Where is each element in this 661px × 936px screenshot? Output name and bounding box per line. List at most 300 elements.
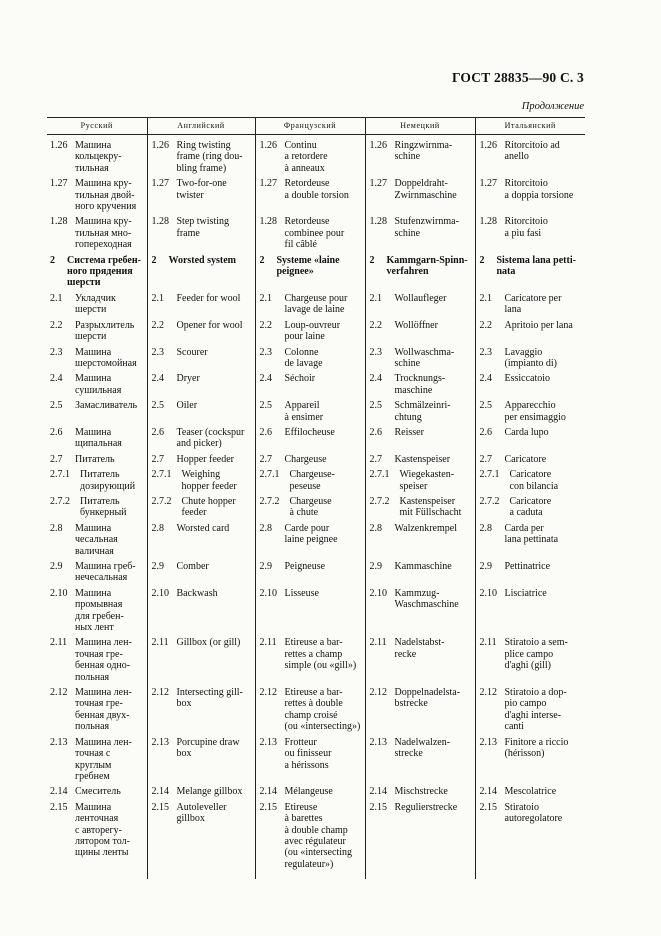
table-cell [365,785,475,800]
term-number: 2.13 [259,736,277,748]
term-italian: Sistema lana petti- nata [496,254,576,278]
term-number: 2.5 [151,400,164,412]
term-russian: Машина шерстомойная [75,346,137,369]
table-cell [47,426,147,453]
column-header-italian: Итальянский [475,118,585,135]
term-number: 2.1 [479,292,492,304]
table-cell [475,801,585,873]
term-russian: Машина кольцекру- тильная [75,140,122,174]
table-row [47,177,585,215]
term-english: Step twisting frame [176,216,230,239]
term-number: 2 [259,254,265,266]
term-number: 2.14 [259,786,277,798]
term-english: Backwash [176,587,218,599]
term-italian: Finitore a riccio (hérisson) [504,736,569,760]
term-italian: Stiratoio autoregolatore [504,801,563,825]
table-cell [147,319,255,346]
term-german: Doppelnadelsta- bstrecke [394,687,461,710]
term-number: 2.10 [50,587,68,599]
term-german: Nadelwalzen- strecke [394,736,451,760]
table-cell [475,873,585,879]
term-german: Walzenkrempel [394,522,457,534]
term-french: Lisseuse [284,587,319,599]
term-italian: Stiratoio a sem- plice campo d'aghi (gill) [504,637,568,672]
term-french: Etireuse a bar- rettes à double champ croisé (ou «intersecting») [284,687,361,733]
table-row [47,468,585,495]
term-italian: Apritoio per lana [504,319,573,331]
term-number: 2 [151,254,157,266]
table-cell [255,587,365,637]
table-cell [47,319,147,346]
term-number: 2.13 [50,736,68,748]
table-row [47,495,585,522]
table-cell [47,254,147,292]
term-russian: Машина лен- точная с круглым гребнем [75,736,132,782]
table-cell [475,292,585,319]
term-russian: Питатель дозирующий [80,469,136,492]
term-french: Retordeuse combinee pour fil câblé [284,216,345,251]
term-french: Systeme «laine peignee» [276,254,340,278]
table-cell [475,372,585,399]
term-number: 2.1 [50,292,63,304]
table-cell [147,372,255,399]
term-number: 2.8 [479,522,492,534]
term-german: Schmälzeinri- chtung [394,400,451,423]
table-cell [365,135,475,178]
term-number: 2.9 [479,561,492,572]
term-german: Wiegekasten- speiser [399,469,455,492]
term-german: Kammzug- Waschmaschine [394,587,459,611]
term-english: Comber [176,561,209,572]
table-cell [47,785,147,800]
term-number: 2 [50,254,55,266]
table-tail-spacer [47,873,585,879]
term-number: 2.12 [479,687,497,699]
table-row [47,686,585,736]
table-cell [255,135,365,178]
term-number: 2 [369,254,375,266]
term-english: Oiler [176,400,198,412]
table-cell [147,522,255,560]
term-number: 2 [479,254,485,266]
term-italian: Lavaggio (impianto di) [504,346,557,369]
term-number: 1.27 [151,178,169,190]
table-cell [47,399,147,426]
table-cell [475,135,585,178]
term-number: 2.9 [369,561,382,572]
term-number: 2.7.2 [151,495,172,507]
term-number: 2.4 [369,373,382,385]
term-number: 2.11 [369,637,387,649]
term-number: 2.11 [479,637,497,649]
table-cell [475,686,585,736]
table-row [47,254,585,292]
table-cell [47,495,147,522]
term-number: 2.12 [151,687,169,699]
table-cell [255,177,365,215]
table-cell [147,426,255,453]
term-number: 2.15 [50,801,68,813]
table-cell [365,636,475,686]
term-number: 2.10 [259,587,277,599]
term-number: 2.1 [151,292,164,304]
table-row [47,346,585,373]
table-cell [475,177,585,215]
term-english: Chute hopper feeder [181,495,236,519]
table-cell [47,801,147,873]
table-row [47,587,585,637]
term-english: Feeder for wool [176,292,241,304]
table-cell [147,135,255,178]
column-header-english: Английский [147,118,255,135]
term-number: 2.9 [151,561,164,572]
term-number: 1.27 [369,178,387,190]
term-italian: Apparecchio per ensimaggio [504,400,566,423]
table-cell [475,785,585,800]
table-cell [255,686,365,736]
table-cell [475,346,585,373]
term-number: 2.7.2 [369,495,390,507]
table-cell [255,426,365,453]
table-row [47,785,585,800]
term-english: Opener for wool [176,319,243,331]
term-number: 2.12 [259,687,277,699]
term-english: Autoleveller gillbox [176,801,227,825]
table-row [47,215,585,253]
term-number: 2.11 [50,637,68,649]
term-russian: Машина сушильная [75,373,122,396]
term-number: 2.4 [50,373,63,385]
table-cell [47,587,147,637]
term-italian: Caricatore con bilancia [509,469,559,492]
term-number: 1.28 [50,216,68,228]
term-number: 2.2 [50,319,63,331]
term-number: 1.27 [50,178,68,190]
term-russian: Машина лен- точная гре- бенная двух- польная [75,687,132,733]
term-russian: Разрыхлитель шерсти [75,319,135,343]
term-number: 2.3 [369,346,382,358]
term-number: 2.12 [369,687,387,699]
table-row [47,736,585,786]
term-number: 2.10 [369,587,387,599]
term-number: 2.10 [479,587,497,599]
term-number: 2.4 [259,373,272,385]
term-french: Etireuse a bar- rettes a champ simple (ou «gill») [284,637,357,672]
term-german: Nadelstabst- recke [394,637,445,660]
term-italian: Carda per lana pettinata [504,522,559,546]
term-number: 2.1 [369,292,382,304]
term-number: 2.10 [151,587,169,599]
term-number: 2.9 [50,561,63,572]
table-cell [475,254,585,292]
term-french: Etireuse à barettes à double champ avec régulateur (ou «intersecting regulateur») [284,801,352,870]
term-number: 2.5 [259,400,272,412]
table-cell [255,801,365,873]
table-cell [255,453,365,468]
table-cell [365,346,475,373]
term-german: Trocknungs- maschine [394,373,446,396]
term-number: 2.3 [50,346,63,358]
table-cell [475,636,585,686]
table-cell [147,736,255,786]
term-italian: Caricatore a caduta [509,495,552,519]
table-row [47,135,585,178]
term-french: Chargeuse- peseuse [289,469,335,492]
table-cell [47,372,147,399]
table-cell [365,801,475,873]
table-cell [365,560,475,587]
table-cell [147,587,255,637]
term-russian: Машина кру- тильная мно- гопереходная [75,216,132,251]
table-cell [147,468,255,495]
term-number: 2.7.1 [479,469,500,481]
term-number: 2.1 [259,292,272,304]
table-cell [47,346,147,373]
term-italian: Ritorcitoio a doppia torsione [504,178,574,201]
term-italian: Lisciatrice [504,587,547,599]
term-number: 2.6 [369,426,382,438]
term-russian: Смеситель [75,786,121,798]
term-french: Continu a retordere à anneaux [284,140,328,174]
term-number: 2.15 [479,801,497,813]
table-row [47,399,585,426]
term-number: 2.7.1 [151,469,172,481]
term-english: Weighing hopper feeder [181,469,237,492]
term-russian: Машина чесальная валичная [75,522,118,557]
term-french: Frotteur ou finisseur a hérissons [284,736,332,771]
table-cell [365,453,475,468]
term-number: 1.26 [50,140,68,151]
table-row [47,636,585,686]
table-cell [475,587,585,637]
table-cell [147,873,255,879]
term-italian: Ritorcitoio a piu fasi [504,216,548,239]
table-row [47,426,585,453]
term-number: 2.13 [151,736,169,748]
terms-table-body [47,135,585,880]
term-french: Loup-ouvreur pour laine [284,319,341,343]
term-italian: Essiccatoio [504,373,551,385]
term-russian: Машина лен- точная гре- бенная одно- польная [75,637,132,683]
table-row [47,372,585,399]
table-cell [365,873,475,879]
term-number: 2.6 [50,426,63,438]
term-german: Stufenzwirnma- schine [394,216,459,239]
table-cell [147,495,255,522]
term-number: 2.15 [151,801,169,813]
table-cell [365,254,475,292]
term-english: Gillbox (or gill) [176,637,241,649]
term-number: 2.2 [259,319,272,331]
term-english: Melange gillbox [176,786,243,798]
table-cell [365,372,475,399]
term-russian: Система гребен- ного прядения шерсти [67,254,141,289]
table-cell [255,495,365,522]
table-cell [147,292,255,319]
term-english: Hopper feeder [176,453,234,465]
term-number: 1.28 [479,216,497,228]
term-german: Regulierstrecke [394,801,458,813]
table-cell [475,736,585,786]
term-french: Retordeuse a double torsion [284,178,349,201]
term-number: 1.28 [259,216,277,228]
table-cell [475,399,585,426]
term-number: 2.6 [479,426,492,438]
term-russian: Укладчик шерсти [75,292,116,316]
term-english: Porcupine draw box [176,736,240,760]
term-number: 2.8 [151,522,164,534]
table-cell [147,177,255,215]
term-russian: Машина промывная для гребен- ных лент [75,587,124,634]
table-cell [365,319,475,346]
term-number: 2.7 [151,453,164,465]
term-number: 2.7.2 [259,495,280,507]
term-german: Kastenspeiser [394,453,451,465]
term-number: 1.27 [479,178,497,190]
column-header-german: Немецкий [365,118,475,135]
term-number: 2.15 [259,801,277,813]
term-number: 2.7.2 [50,495,70,507]
table-cell [47,135,147,178]
table-cell [255,873,365,879]
table-cell [365,495,475,522]
term-number: 1.27 [259,178,277,190]
term-french: Appareil à ensimer [284,400,324,423]
term-number: 2.6 [151,426,164,438]
term-number: 2.7.1 [369,469,390,481]
table-cell [147,399,255,426]
term-french: Mélangeuse [284,786,333,798]
term-german: Reisser [394,426,424,438]
term-german: Kammaschine [394,561,452,572]
term-russian: Питатель [75,453,115,465]
table-cell [255,636,365,686]
term-french: Chargeuse pour lavage de laine [284,292,348,316]
term-number: 2.6 [259,426,272,438]
term-russian: Машина кру- тильная двой- ного кручения [75,178,137,213]
term-german: Wollwaschma- schine [394,346,455,369]
term-number: 2.14 [151,786,169,798]
table-cell [147,453,255,468]
term-russian: Машина ленточная с авторегу- лятором тол- щины ленты [75,801,130,859]
continuation-label: Продолжение [521,101,584,112]
term-number: 2.8 [50,522,63,534]
table-cell [475,453,585,468]
table-cell [365,587,475,637]
table-cell [255,254,365,292]
table-cell [255,215,365,253]
term-french: Chargeuse à chute [289,495,332,519]
term-number: 2.3 [151,346,164,358]
table-cell [255,346,365,373]
column-header-french: Французский [255,118,365,135]
table-row [47,801,585,873]
term-number: 1.26 [259,140,277,151]
term-number: 1.26 [369,140,387,151]
term-number: 2.14 [369,786,387,798]
term-english: Worsted system [168,254,236,266]
table-cell [475,560,585,587]
table-cell [475,468,585,495]
term-german: Mischstrecke [394,786,448,798]
term-number: 2.7.1 [50,469,70,481]
term-russian: Питатель бункерный [80,495,127,519]
table-cell [255,785,365,800]
term-italian: Caricatore per lana [504,292,562,316]
table-cell [147,636,255,686]
term-number: 1.28 [369,216,387,228]
term-number: 2.7 [50,453,63,465]
term-number: 2.3 [259,346,272,358]
table-cell [47,292,147,319]
column-header-russian: Русский [47,118,147,135]
table-cell [147,785,255,800]
table-cell [147,686,255,736]
term-number: 2.4 [479,373,492,385]
term-number: 2.5 [479,400,492,412]
table-cell [255,522,365,560]
term-number: 2.7 [369,453,382,465]
table-cell [147,215,255,253]
term-number: 2.9 [259,561,272,572]
term-number: 2.3 [479,346,492,358]
term-number: 2.7.1 [259,469,280,481]
term-number: 1.26 [151,140,169,151]
table-row [47,292,585,319]
term-french: Colonne de lavage [284,346,323,369]
table-row [47,319,585,346]
term-number: 2.7 [479,453,492,465]
table-cell [255,372,365,399]
table-cell [147,560,255,587]
table-cell [475,426,585,453]
table-cell [255,319,365,346]
table-cell [147,801,255,873]
term-number: 2.5 [50,400,63,412]
table-cell [365,399,475,426]
terms-table [47,117,585,879]
table-cell [47,873,147,879]
term-german: Kammgarn-Spinn- verfahren [386,254,468,278]
term-italian: Mescolatrice [504,786,557,798]
table-row [47,453,585,468]
term-french: Chargeuse [284,453,327,465]
table-cell [475,522,585,560]
term-german: Wollaufleger [394,292,447,304]
term-italian: Pettinatrice [504,561,551,572]
table-cell [255,560,365,587]
term-russian: Машина греб- нечесальная [75,561,136,584]
table-cell [365,426,475,453]
term-german: Wollöffner [394,319,438,331]
table-cell [365,177,475,215]
term-number: 2.8 [259,522,272,534]
term-number: 2.2 [479,319,492,331]
table-cell [47,686,147,736]
term-number: 2.11 [259,637,277,649]
table-cell [365,736,475,786]
term-english: Worsted card [176,522,230,534]
table-cell [365,686,475,736]
term-number: 2.7.2 [479,495,500,507]
term-number: 2.7 [259,453,272,465]
term-number: 2.13 [369,736,387,748]
term-english: Two-for-one twister [176,178,227,201]
term-italian: Stiratoio a dop- pio campo d'aghi interse- canti [504,687,567,733]
term-number: 2.14 [50,786,68,798]
term-number: 1.26 [479,140,497,151]
table-cell [475,215,585,253]
